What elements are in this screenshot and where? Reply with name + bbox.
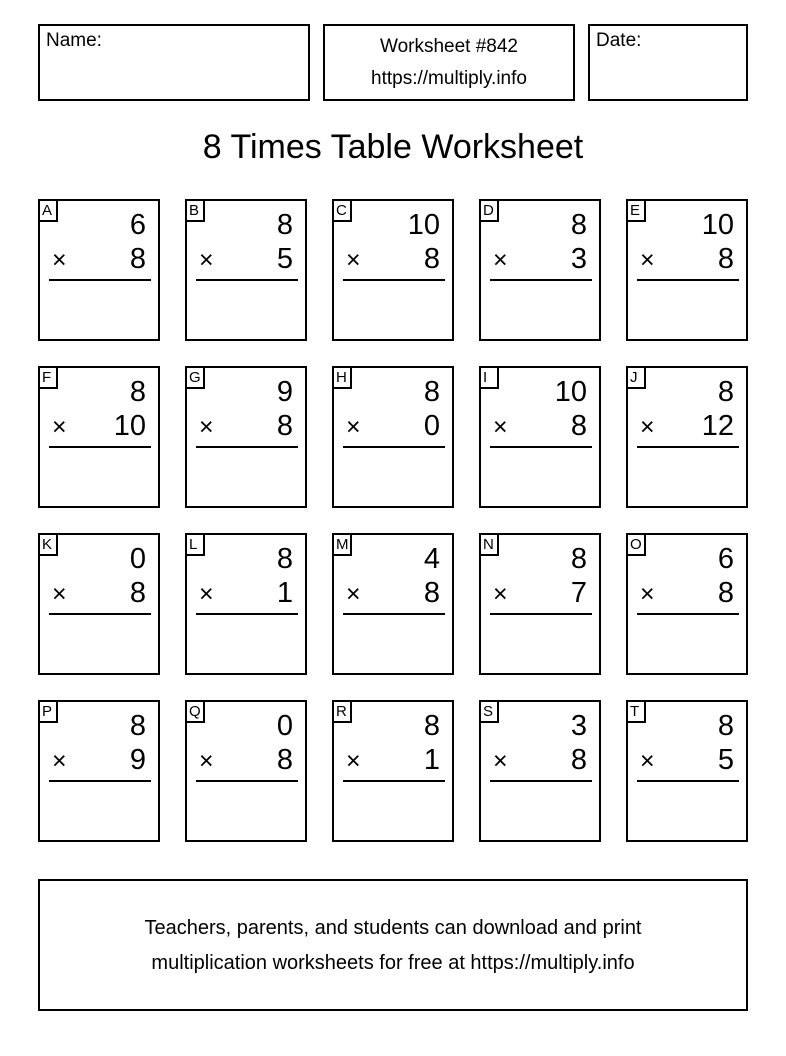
multiplier: 3 [570, 243, 587, 275]
multiplicand: 8 [717, 376, 734, 408]
problem-card [626, 700, 748, 842]
problem-letter: H [332, 366, 352, 389]
multiply-sign: × [346, 413, 361, 441]
problem-letter: B [185, 199, 205, 222]
problem-letter: Q [185, 700, 205, 723]
multiply-sign: × [52, 413, 67, 441]
multiplier: 8 [276, 744, 293, 776]
multiply-sign: × [640, 747, 655, 775]
worksheet-url[interactable]: https://multiply.info [371, 68, 527, 89]
footer-line-1: Teachers, parents, and students can download and print [144, 917, 642, 939]
multiplier: 1 [423, 744, 440, 776]
problem-letter: E [626, 199, 646, 222]
multiplicand: 8 [276, 209, 293, 241]
multiplicand: 6 [129, 209, 146, 241]
multiplier: 8 [717, 243, 734, 275]
problem-letter: T [626, 700, 646, 723]
page-title: 8 Times Table Worksheet [202, 128, 584, 166]
multiplicand: 0 [129, 543, 146, 575]
problem-letter: G [185, 366, 205, 389]
multiply-sign: × [640, 580, 655, 608]
problem-letter: A [38, 199, 58, 222]
answer-line [637, 780, 739, 782]
multiply-sign: × [52, 747, 67, 775]
multiplicand: 3 [570, 710, 587, 742]
problem-card [185, 700, 307, 842]
problem-card [626, 366, 748, 508]
problem-card [479, 700, 601, 842]
footer-note [38, 879, 748, 1011]
multiplier: 7 [570, 577, 587, 609]
problem-card [38, 533, 160, 675]
multiply-sign: × [640, 413, 655, 441]
multiplicand: 10 [701, 209, 734, 241]
answer-line [637, 279, 739, 281]
multiply-sign: × [199, 580, 214, 608]
answer-line [343, 446, 445, 448]
problem-card [332, 366, 454, 508]
problem-letter: J [626, 366, 646, 389]
multiplier: 12 [701, 410, 734, 442]
multiplicand: 8 [423, 710, 440, 742]
name-field[interactable] [38, 24, 310, 101]
multiplier: 8 [129, 243, 146, 275]
multiplier: 8 [423, 577, 440, 609]
problem-card [479, 199, 601, 341]
multiply-sign: × [493, 413, 508, 441]
problem-card [185, 533, 307, 675]
multiplier: 8 [570, 410, 587, 442]
problem-letter: O [626, 533, 646, 556]
multiplier: 8 [129, 577, 146, 609]
answer-line [343, 613, 445, 615]
problem-letter: N [479, 533, 499, 556]
answer-line [49, 446, 151, 448]
answer-line [490, 613, 592, 615]
problem-card [38, 366, 160, 508]
problem-card [185, 366, 307, 508]
problem-card [332, 533, 454, 675]
multiplier: 9 [129, 744, 146, 776]
multiplier: 5 [717, 744, 734, 776]
answer-line [343, 780, 445, 782]
multiply-sign: × [199, 246, 214, 274]
answer-line [490, 279, 592, 281]
multiplier: 8 [717, 577, 734, 609]
multiply-sign: × [493, 246, 508, 274]
multiplicand: 8 [129, 710, 146, 742]
multiplicand: 8 [717, 710, 734, 742]
multiplier: 1 [276, 577, 293, 609]
multiply-sign: × [640, 246, 655, 274]
multiply-sign: × [199, 747, 214, 775]
multiply-sign: × [346, 246, 361, 274]
multiplier: 5 [276, 243, 293, 275]
problem-card [38, 199, 160, 341]
multiply-sign: × [346, 747, 361, 775]
problem-card [38, 700, 160, 842]
problem-letter: F [38, 366, 58, 389]
multiplicand: 8 [276, 543, 293, 575]
problem-card [479, 533, 601, 675]
problem-card [626, 199, 748, 341]
problem-letter: I [479, 366, 499, 389]
answer-line [49, 279, 151, 281]
multiplicand: 9 [276, 376, 293, 408]
worksheet-info-box [323, 24, 575, 101]
multiplier: 8 [423, 243, 440, 275]
answer-line [196, 279, 298, 281]
answer-line [49, 613, 151, 615]
multiply-sign: × [346, 580, 361, 608]
date-label: Date: [596, 30, 642, 51]
answer-line [49, 780, 151, 782]
multiply-sign: × [52, 580, 67, 608]
multiplicand: 8 [423, 376, 440, 408]
answer-line [490, 780, 592, 782]
multiplier: 10 [113, 410, 146, 442]
date-field[interactable] [588, 24, 748, 101]
answer-line [490, 446, 592, 448]
multiplicand: 0 [276, 710, 293, 742]
worksheet-number: Worksheet #842 [379, 36, 518, 57]
multiplier: 8 [570, 744, 587, 776]
multiplier: 8 [276, 410, 293, 442]
answer-line [637, 613, 739, 615]
multiplicand: 10 [407, 209, 440, 241]
problem-letter: P [38, 700, 58, 723]
multiplicand: 4 [423, 543, 440, 575]
answer-line [343, 279, 445, 281]
problem-card [185, 199, 307, 341]
problem-letter: R [332, 700, 352, 723]
problem-letter: S [479, 700, 499, 723]
multiply-sign: × [199, 413, 214, 441]
problem-letter: C [332, 199, 352, 222]
multiplier: 0 [423, 410, 440, 442]
multiply-sign: × [52, 246, 67, 274]
problem-letter: M [332, 533, 352, 556]
problem-card [626, 533, 748, 675]
problem-card [479, 366, 601, 508]
answer-line [196, 613, 298, 615]
multiplicand: 8 [570, 209, 587, 241]
multiplicand: 6 [717, 543, 734, 575]
multiplicand: 10 [554, 376, 587, 408]
multiply-sign: × [493, 580, 508, 608]
answer-line [196, 446, 298, 448]
problem-letter: L [185, 533, 205, 556]
footer-line-2: multiplication worksheets for free at https://multiply.info [151, 952, 635, 974]
multiplicand: 8 [570, 543, 587, 575]
name-label: Name: [46, 30, 102, 51]
multiply-sign: × [493, 747, 508, 775]
problem-letter: K [38, 533, 58, 556]
answer-line [637, 446, 739, 448]
problem-letter: D [479, 199, 499, 222]
answer-line [196, 780, 298, 782]
problem-card [332, 199, 454, 341]
multiplicand: 8 [129, 376, 146, 408]
problem-card [332, 700, 454, 842]
